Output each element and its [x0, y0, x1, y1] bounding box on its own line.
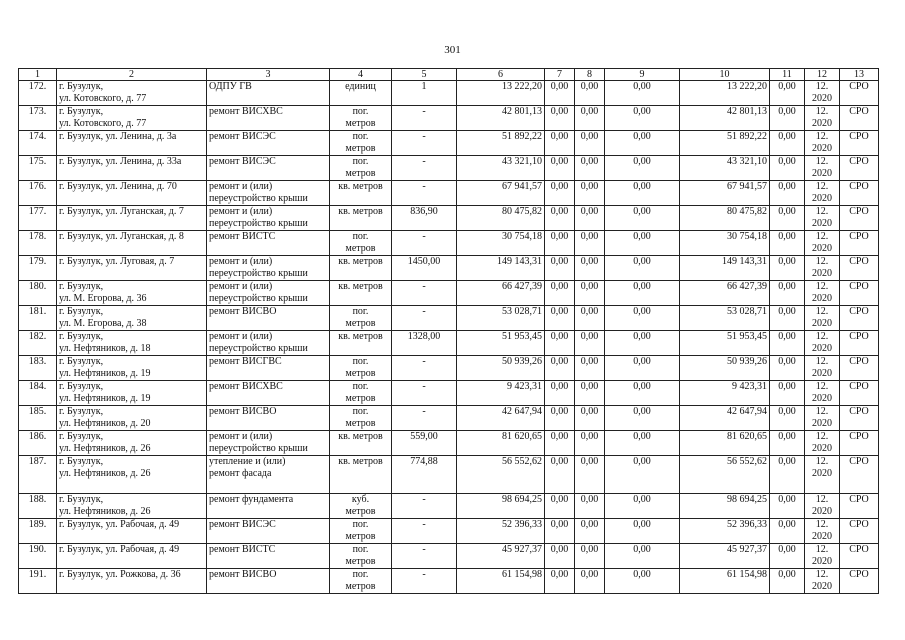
work-type: ремонт ВИСХВС: [207, 106, 330, 131]
column-header-7: 7: [545, 69, 575, 81]
col10-value: 51 953,45: [680, 331, 770, 356]
col10-value: 81 620,65: [680, 431, 770, 456]
work-type: ремонт ВИСГВС: [207, 356, 330, 381]
row-number: 186.: [19, 431, 57, 456]
address: г. Бузулук, ул. Луговая, д. 7: [57, 256, 207, 281]
completion-date: 12. 2020: [805, 231, 840, 256]
col10-value: 30 754,18: [680, 231, 770, 256]
row-number: 178.: [19, 231, 57, 256]
total-cost: 56 552,62: [457, 456, 545, 494]
col11-value: 0,00: [770, 494, 805, 519]
total-cost: 43 321,10: [457, 156, 545, 181]
total-cost: 9 423,31: [457, 381, 545, 406]
address: г. Бузулук, ул. Котовского, д. 77: [57, 81, 207, 106]
col7-value: 0,00: [545, 231, 575, 256]
row-number: 184.: [19, 381, 57, 406]
col7-value: 0,00: [545, 544, 575, 569]
total-cost: 67 941,57: [457, 181, 545, 206]
table-row: [19, 156, 879, 181]
work-type: ремонт ВИСЭС: [207, 519, 330, 544]
funding-source: СРО: [840, 156, 879, 181]
col8-value: 0,00: [575, 381, 605, 406]
funding-source: СРО: [840, 456, 879, 494]
col9-value: 0,00: [605, 381, 680, 406]
row-number: 183.: [19, 356, 57, 381]
col7-value: 0,00: [545, 206, 575, 231]
funding-source: СРО: [840, 106, 879, 131]
table-row: [19, 281, 879, 306]
funding-source: СРО: [840, 231, 879, 256]
column-header-5: 5: [392, 69, 457, 81]
row-number: 172.: [19, 81, 57, 106]
total-cost: 51 953,45: [457, 331, 545, 356]
funding-source: СРО: [840, 181, 879, 206]
col9-value: 0,00: [605, 494, 680, 519]
col10-value: 13 222,20: [680, 81, 770, 106]
column-header-1: 1: [19, 69, 57, 81]
col10-value: 56 552,62: [680, 456, 770, 494]
work-type: ремонт фундамента: [207, 494, 330, 519]
completion-date: 12. 2020: [805, 281, 840, 306]
col8-value: 0,00: [575, 406, 605, 431]
col9-value: 0,00: [605, 431, 680, 456]
col10-value: 80 475,82: [680, 206, 770, 231]
total-cost: 50 939,26: [457, 356, 545, 381]
completion-date: 12. 2020: [805, 181, 840, 206]
col7-value: 0,00: [545, 131, 575, 156]
funding-source: СРО: [840, 81, 879, 106]
column-header-6: 6: [457, 69, 545, 81]
funding-source: СРО: [840, 544, 879, 569]
col9-value: 0,00: [605, 131, 680, 156]
funding-source: СРО: [840, 256, 879, 281]
row-number: 187.: [19, 456, 57, 494]
col8-value: 0,00: [575, 181, 605, 206]
col11-value: 0,00: [770, 331, 805, 356]
total-cost: 53 028,71: [457, 306, 545, 331]
work-type: ремонт ВИСТС: [207, 544, 330, 569]
col9-value: 0,00: [605, 206, 680, 231]
column-header-12: 12: [805, 69, 840, 81]
work-type: ремонт ВИСВО: [207, 569, 330, 594]
completion-date: 12. 2020: [805, 356, 840, 381]
col9-value: 0,00: [605, 281, 680, 306]
quantity: -: [392, 131, 457, 156]
unit: пог. метров: [330, 569, 392, 594]
row-number: 176.: [19, 181, 57, 206]
col11-value: 0,00: [770, 106, 805, 131]
col7-value: 0,00: [545, 406, 575, 431]
col11-value: 0,00: [770, 569, 805, 594]
completion-date: 12. 2020: [805, 494, 840, 519]
address: г. Бузулук, ул. Нефтяников, д. 26: [57, 494, 207, 519]
completion-date: 12. 2020: [805, 131, 840, 156]
address: г. Бузулук, ул. Нефтяников, д. 20: [57, 406, 207, 431]
funding-source: СРО: [840, 356, 879, 381]
completion-date: 12. 2020: [805, 156, 840, 181]
column-header-10: 10: [680, 69, 770, 81]
unit: кв. метров: [330, 281, 392, 306]
unit: кв. метров: [330, 181, 392, 206]
funding-source: СРО: [840, 381, 879, 406]
work-type: ремонт и (или) переустройство крыши: [207, 206, 330, 231]
column-header-3: 3: [207, 69, 330, 81]
col11-value: 0,00: [770, 156, 805, 181]
quantity: 1328,00: [392, 331, 457, 356]
work-type: ремонт ВИСВО: [207, 306, 330, 331]
work-type: ремонт ВИСТС: [207, 231, 330, 256]
unit: пог. метров: [330, 544, 392, 569]
col8-value: 0,00: [575, 231, 605, 256]
col11-value: 0,00: [770, 81, 805, 106]
table-row: [19, 106, 879, 131]
unit: кв. метров: [330, 256, 392, 281]
col7-value: 0,00: [545, 81, 575, 106]
col11-value: 0,00: [770, 131, 805, 156]
row-number: 177.: [19, 206, 57, 231]
col7-value: 0,00: [545, 306, 575, 331]
col10-value: 149 143,31: [680, 256, 770, 281]
address: г. Бузулук, ул. Нефтяников, д. 18: [57, 331, 207, 356]
table-row: [19, 206, 879, 231]
col11-value: 0,00: [770, 181, 805, 206]
table-row: [19, 519, 879, 544]
table-row: [19, 306, 879, 331]
col8-value: 0,00: [575, 281, 605, 306]
unit: пог. метров: [330, 306, 392, 331]
completion-date: 12. 2020: [805, 256, 840, 281]
total-cost: 52 396,33: [457, 519, 545, 544]
address: г. Бузулук, ул. Котовского, д. 77: [57, 106, 207, 131]
total-cost: 81 620,65: [457, 431, 545, 456]
funding-source: СРО: [840, 206, 879, 231]
col9-value: 0,00: [605, 544, 680, 569]
col11-value: 0,00: [770, 256, 805, 281]
address: г. Бузулук, ул. М. Егорова, д. 38: [57, 306, 207, 331]
work-type: ремонт и (или) переустройство крыши: [207, 281, 330, 306]
completion-date: 12. 2020: [805, 331, 840, 356]
quantity: -: [392, 281, 457, 306]
row-number: 174.: [19, 131, 57, 156]
unit: пог. метров: [330, 156, 392, 181]
col9-value: 0,00: [605, 306, 680, 331]
quantity: -: [392, 356, 457, 381]
funding-source: СРО: [840, 331, 879, 356]
address: г. Бузулук, ул. Ленина, д. 33а: [57, 156, 207, 181]
col9-value: 0,00: [605, 181, 680, 206]
work-type: ремонт ВИСЭС: [207, 156, 330, 181]
col8-value: 0,00: [575, 431, 605, 456]
unit: пог. метров: [330, 356, 392, 381]
col8-value: 0,00: [575, 519, 605, 544]
col8-value: 0,00: [575, 206, 605, 231]
address: г. Бузулук, ул. Ленина, д. 3а: [57, 131, 207, 156]
page-number: 301: [444, 44, 461, 56]
column-header-13: 13: [840, 69, 879, 81]
col9-value: 0,00: [605, 456, 680, 494]
total-cost: 61 154,98: [457, 569, 545, 594]
col10-value: 53 028,71: [680, 306, 770, 331]
col7-value: 0,00: [545, 331, 575, 356]
address: г. Бузулук, ул. Луганская, д. 8: [57, 231, 207, 256]
col7-value: 0,00: [545, 519, 575, 544]
col9-value: 0,00: [605, 331, 680, 356]
col7-value: 0,00: [545, 281, 575, 306]
total-cost: 30 754,18: [457, 231, 545, 256]
unit: пог. метров: [330, 406, 392, 431]
works-table: [18, 68, 879, 594]
row-number: 181.: [19, 306, 57, 331]
col9-value: 0,00: [605, 81, 680, 106]
col9-value: 0,00: [605, 106, 680, 131]
column-number-header: [19, 69, 879, 81]
unit: пог. метров: [330, 231, 392, 256]
col8-value: 0,00: [575, 131, 605, 156]
column-header-11: 11: [770, 69, 805, 81]
row-number: 188.: [19, 494, 57, 519]
address: г. Бузулук, ул. Нефтяников, д. 26: [57, 431, 207, 456]
total-cost: 149 143,31: [457, 256, 545, 281]
quantity: -: [392, 544, 457, 569]
row-number: 179.: [19, 256, 57, 281]
quantity: -: [392, 156, 457, 181]
address: г. Бузулук, ул. Рабочая, д. 49: [57, 544, 207, 569]
col10-value: 52 396,33: [680, 519, 770, 544]
address: г. Бузулук, ул. Луганская, д. 7: [57, 206, 207, 231]
address: г. Бузулук, ул. Нефтяников, д. 26: [57, 456, 207, 494]
quantity: -: [392, 519, 457, 544]
unit: кв. метров: [330, 206, 392, 231]
work-type: ОДПУ ГВ: [207, 81, 330, 106]
unit: единиц: [330, 81, 392, 106]
col10-value: 42 647,94: [680, 406, 770, 431]
table-row: [19, 494, 879, 519]
col11-value: 0,00: [770, 544, 805, 569]
col10-value: 67 941,57: [680, 181, 770, 206]
completion-date: 12. 2020: [805, 406, 840, 431]
address: г. Бузулук, ул. Рабочая, д. 49: [57, 519, 207, 544]
address: г. Бузулук, ул. Нефтяников, д. 19: [57, 381, 207, 406]
table-row: [19, 181, 879, 206]
row-number: 182.: [19, 331, 57, 356]
col7-value: 0,00: [545, 181, 575, 206]
table-row: [19, 81, 879, 106]
col8-value: 0,00: [575, 256, 605, 281]
col7-value: 0,00: [545, 494, 575, 519]
quantity: 836,90: [392, 206, 457, 231]
unit: кв. метров: [330, 456, 392, 494]
col10-value: 66 427,39: [680, 281, 770, 306]
table-row: [19, 256, 879, 281]
work-type: ремонт и (или) переустройство крыши: [207, 431, 330, 456]
col9-value: 0,00: [605, 406, 680, 431]
col9-value: 0,00: [605, 519, 680, 544]
col8-value: 0,00: [575, 356, 605, 381]
table-row: [19, 331, 879, 356]
col7-value: 0,00: [545, 156, 575, 181]
table-row: [19, 569, 879, 594]
quantity: -: [392, 406, 457, 431]
col10-value: 51 892,22: [680, 131, 770, 156]
quantity: 774,88: [392, 456, 457, 494]
quantity: -: [392, 381, 457, 406]
table-row: [19, 381, 879, 406]
row-number: 189.: [19, 519, 57, 544]
col7-value: 0,00: [545, 456, 575, 494]
work-type: ремонт ВИСВО: [207, 406, 330, 431]
unit: куб. метров: [330, 494, 392, 519]
completion-date: 12. 2020: [805, 81, 840, 106]
col11-value: 0,00: [770, 231, 805, 256]
col8-value: 0,00: [575, 569, 605, 594]
col11-value: 0,00: [770, 206, 805, 231]
col8-value: 0,00: [575, 156, 605, 181]
completion-date: 12. 2020: [805, 206, 840, 231]
work-type: утепление и (или) ремонт фасада: [207, 456, 330, 494]
unit: пог. метров: [330, 131, 392, 156]
col10-value: 98 694,25: [680, 494, 770, 519]
col11-value: 0,00: [770, 356, 805, 381]
col9-value: 0,00: [605, 356, 680, 381]
completion-date: 12. 2020: [805, 544, 840, 569]
col10-value: 42 801,13: [680, 106, 770, 131]
total-cost: 42 801,13: [457, 106, 545, 131]
completion-date: 12. 2020: [805, 431, 840, 456]
col7-value: 0,00: [545, 381, 575, 406]
quantity: -: [392, 181, 457, 206]
col10-value: 9 423,31: [680, 381, 770, 406]
quantity: 1: [392, 81, 457, 106]
work-type: ремонт и (или) переустройство крыши: [207, 331, 330, 356]
address: г. Бузулук, ул. Ленина, д. 70: [57, 181, 207, 206]
col11-value: 0,00: [770, 381, 805, 406]
funding-source: СРО: [840, 431, 879, 456]
col8-value: 0,00: [575, 81, 605, 106]
col8-value: 0,00: [575, 494, 605, 519]
completion-date: 12. 2020: [805, 569, 840, 594]
col10-value: 61 154,98: [680, 569, 770, 594]
col11-value: 0,00: [770, 306, 805, 331]
funding-source: СРО: [840, 494, 879, 519]
total-cost: 51 892,22: [457, 131, 545, 156]
quantity: 559,00: [392, 431, 457, 456]
table-row: [19, 356, 879, 381]
col8-value: 0,00: [575, 544, 605, 569]
work-type: ремонт ВИСЭС: [207, 131, 330, 156]
funding-source: СРО: [840, 519, 879, 544]
work-type: ремонт и (или) переустройство крыши: [207, 181, 330, 206]
unit: кв. метров: [330, 431, 392, 456]
row-number: 173.: [19, 106, 57, 131]
funding-source: СРО: [840, 281, 879, 306]
completion-date: 12. 2020: [805, 519, 840, 544]
unit: пог. метров: [330, 519, 392, 544]
completion-date: 12. 2020: [805, 306, 840, 331]
col7-value: 0,00: [545, 431, 575, 456]
total-cost: 45 927,37: [457, 544, 545, 569]
col10-value: 45 927,37: [680, 544, 770, 569]
quantity: 1450,00: [392, 256, 457, 281]
total-cost: 98 694,25: [457, 494, 545, 519]
quantity: -: [392, 231, 457, 256]
table-row: [19, 406, 879, 431]
column-header-4: 4: [330, 69, 392, 81]
quantity: -: [392, 494, 457, 519]
col10-value: 43 321,10: [680, 156, 770, 181]
col11-value: 0,00: [770, 431, 805, 456]
funding-source: СРО: [840, 131, 879, 156]
total-cost: 42 647,94: [457, 406, 545, 431]
col8-value: 0,00: [575, 331, 605, 356]
column-header-8: 8: [575, 69, 605, 81]
table-row: [19, 131, 879, 156]
col11-value: 0,00: [770, 406, 805, 431]
col9-value: 0,00: [605, 569, 680, 594]
funding-source: СРО: [840, 306, 879, 331]
col10-value: 50 939,26: [680, 356, 770, 381]
unit: кв. метров: [330, 331, 392, 356]
row-number: 175.: [19, 156, 57, 181]
col9-value: 0,00: [605, 156, 680, 181]
col7-value: 0,00: [545, 106, 575, 131]
row-number: 190.: [19, 544, 57, 569]
quantity: -: [392, 306, 457, 331]
col7-value: 0,00: [545, 356, 575, 381]
total-cost: 80 475,82: [457, 206, 545, 231]
address: г. Бузулук, ул. Рожкова, д. 36: [57, 569, 207, 594]
column-header-2: 2: [57, 69, 207, 81]
col11-value: 0,00: [770, 456, 805, 494]
col9-value: 0,00: [605, 231, 680, 256]
col7-value: 0,00: [545, 569, 575, 594]
unit: пог. метров: [330, 106, 392, 131]
row-number: 185.: [19, 406, 57, 431]
address: г. Бузулук, ул. Нефтяников, д. 19: [57, 356, 207, 381]
work-type: ремонт и (или) переустройство крыши: [207, 256, 330, 281]
completion-date: 12. 2020: [805, 106, 840, 131]
table-row: [19, 431, 879, 456]
completion-date: 12. 2020: [805, 456, 840, 494]
col7-value: 0,00: [545, 256, 575, 281]
row-number: 180.: [19, 281, 57, 306]
funding-source: СРО: [840, 569, 879, 594]
quantity: -: [392, 106, 457, 131]
table-row: [19, 544, 879, 569]
col8-value: 0,00: [575, 306, 605, 331]
table-row: [19, 231, 879, 256]
col9-value: 0,00: [605, 256, 680, 281]
table-row: [19, 456, 879, 494]
total-cost: 13 222,20: [457, 81, 545, 106]
total-cost: 66 427,39: [457, 281, 545, 306]
row-number: 191.: [19, 569, 57, 594]
funding-source: СРО: [840, 406, 879, 431]
unit: пог. метров: [330, 381, 392, 406]
completion-date: 12. 2020: [805, 381, 840, 406]
col8-value: 0,00: [575, 106, 605, 131]
col8-value: 0,00: [575, 456, 605, 494]
address: г. Бузулук, ул. М. Егорова, д. 36: [57, 281, 207, 306]
col11-value: 0,00: [770, 519, 805, 544]
column-header-9: 9: [605, 69, 680, 81]
col11-value: 0,00: [770, 281, 805, 306]
quantity: -: [392, 569, 457, 594]
work-type: ремонт ВИСХВС: [207, 381, 330, 406]
